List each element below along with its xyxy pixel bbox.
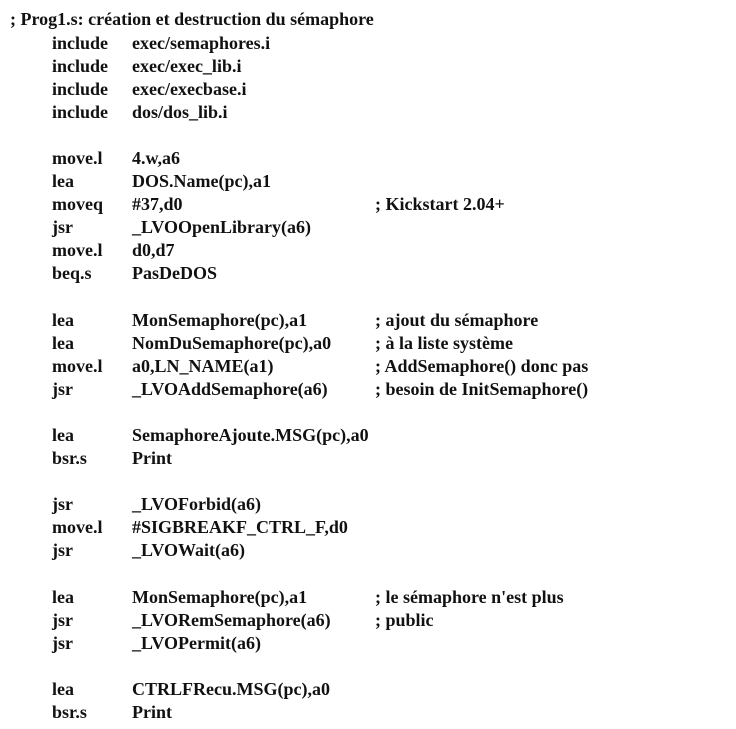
instruction: move.l (52, 517, 103, 537)
instruction: jsr (52, 494, 73, 514)
operand: _LVOForbid(a6) (132, 494, 261, 514)
operand: _LVOAddSemaphore(a6) (132, 379, 328, 399)
instruction: include (52, 56, 109, 76)
instruction: move.l (52, 148, 103, 168)
instruction: include (52, 33, 109, 53)
instruction: lea (52, 171, 74, 191)
instruction: jsr (52, 217, 73, 237)
operand: PasDeDOS (132, 263, 217, 283)
operand: #37,d0 (132, 194, 183, 214)
operand: NomDuSemaphore(pc),a0 (132, 333, 332, 353)
comment: ; ajout du sémaphore (375, 310, 539, 330)
operand: #SIGBREAKF_CTRL_F,d0 (132, 517, 348, 537)
operand: _LVOOpenLibrary(a6) (132, 217, 311, 237)
operand: MonSemaphore(pc),a1 (132, 310, 308, 330)
operand: 4.w,a6 (132, 148, 181, 168)
operand: Print (132, 448, 172, 468)
operand: d0,d7 (132, 240, 175, 260)
listing-title: ; Prog1.s: création et destruction du sémaphore (10, 9, 374, 29)
operand: DOS.Name(pc),a1 (132, 171, 271, 191)
instruction: include (52, 79, 109, 99)
instruction: lea (52, 333, 74, 353)
instruction: jsr (52, 610, 73, 630)
comment: ; AddSemaphore() donc pas (375, 356, 589, 376)
operand: exec/exec_lib.i (132, 56, 242, 76)
instruction: move.l (52, 356, 103, 376)
comment: ; public (375, 610, 434, 630)
comment: ; le sémaphore n'est plus (375, 587, 564, 607)
operand: _LVOPermit(a6) (132, 633, 261, 653)
instruction: jsr (52, 633, 73, 653)
comment: ; à la liste système (375, 333, 513, 353)
operand: exec/execbase.i (132, 79, 247, 99)
instruction: jsr (52, 540, 73, 560)
operand: _LVORemSemaphore(a6) (132, 610, 331, 630)
instruction: include (52, 102, 109, 122)
operand: CTRLFRecu.MSG(pc),a0 (132, 679, 330, 699)
operand: dos/dos_lib.i (132, 102, 228, 122)
comment: ; Kickstart 2.04+ (375, 194, 505, 214)
comment: ; besoin de InitSemaphore() (375, 379, 589, 399)
instruction: lea (52, 310, 74, 330)
operand: exec/semaphores.i (132, 33, 271, 53)
instruction: jsr (52, 379, 73, 399)
operand: _LVOWait(a6) (132, 540, 245, 560)
operand: a0,LN_NAME(a1) (132, 356, 274, 376)
instruction: lea (52, 679, 74, 699)
instruction: lea (52, 587, 74, 607)
instruction: moveq (52, 194, 103, 214)
instruction: beq.s (52, 263, 92, 283)
operand: Print (132, 702, 172, 722)
instruction: bsr.s (52, 448, 87, 468)
operand: SemaphoreAjoute.MSG(pc),a0 (132, 425, 369, 445)
instruction: move.l (52, 240, 103, 260)
operand: MonSemaphore(pc),a1 (132, 587, 308, 607)
instruction: bsr.s (52, 702, 87, 722)
instruction: lea (52, 425, 74, 445)
